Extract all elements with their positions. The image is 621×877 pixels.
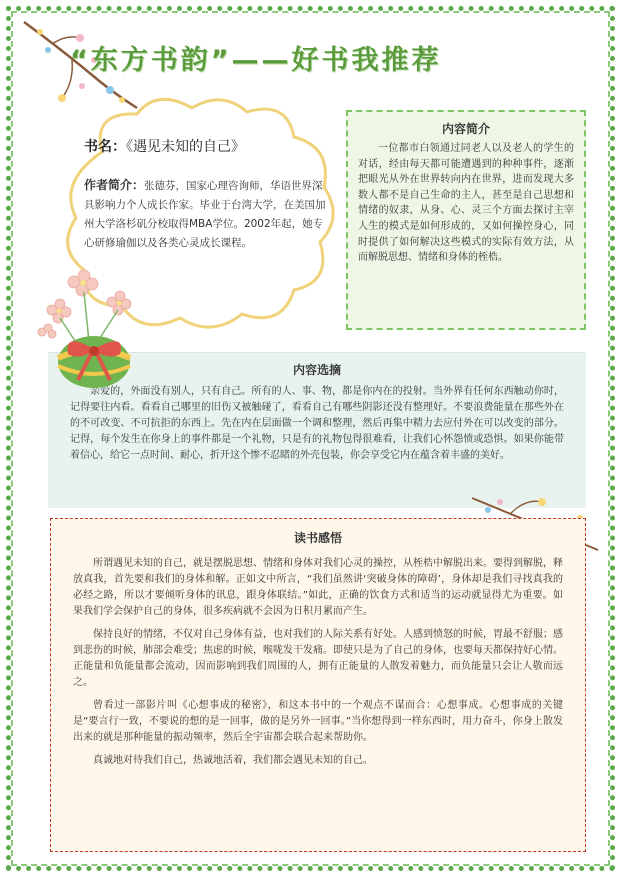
author-intro [84,176,330,253]
content-intro-box [346,110,586,330]
reading-review-box [50,518,586,852]
intro-text: 一位都市白领通过同老人以及老人的学生的对话，经由每天都可能遭遇到的种种事件，逐渐把眼光从外在世界转向内在世界，进而发现大多数人都不是自己生命的主人，甚至是自己思想和情绪的奴隶，从身、心、灵三个方面去探讨主宰人生的模式是如何形成的，又如何操控身心，同时提供了如何解决这些模式的实际有效方法，从而解脱思想、情绪和身体的桎梏。 [358,143,574,264]
review-heading: 读书感悟 [293,531,342,545]
author-label: 作者简介： [84,178,145,192]
excerpt-heading: 内容选摘 [292,363,341,377]
review-paragraph: 保持良好的情绪，不仅对自己身体有益，也对我们的人际关系有好处。人感到愤怒的时候，胃最不舒服；感到悲伤的时候，肺部会难受；焦虑的时候，喉咙发干发痛。即使只是为了自己的身体，也要每天都保持好心情。正能量和负能量都会流动，因而影响到我们周围的人，拥有正能量的人散发着魅力，而负能量只会让人敬而远之。 [73,629,563,688]
book-name [84,136,245,156]
review-paragraph: 真诚地对待我们自己，热诚地活着，我们都会遇见未知的自己。 [93,755,373,766]
excerpt-text: 亲爱的，外面没有别人，只有自己。所有的人、事、物，都是你内在的投射。当外界有任何东西触动你时，记得要往内看。看看自己哪里的旧伤又被触碰了，看看自己有哪些阴影还没有整理好。不要浪费能量在那些外在的不可改变、不可抗拒的东西上。先在内在层面做一个调和整理，然后再集中精力去应付外在可以改变的部分。记得，每个发生在你身上的事件都是一个礼物，只是有的礼物包得很难看，让我们心怀怨愤或恐惧。如果你能带着信心，给它一点时间、耐心，折开这个惨不忍睹的外壳包装，你会享受它内在蕴含着丰盛的美好。 [70,386,564,461]
book-name-value: 《遇见未知的自己》 [126,139,245,155]
book-name-label: 书名： [84,139,126,155]
page-title: “东方书韵”——好书我推荐 [70,45,442,76]
author-text: 张德芬，国家心理咨询师，华语世界深具影响力个人成长作家。毕业于台湾大学，在美国加州大学洛杉矶分校取得MBA学位。2002年起，她专心研修瑜伽以及各类心灵成长课程。 [84,180,326,249]
review-paragraph: 所谓遇见未知的自己，就是摆脱思想、情绪和身体对我们心灵的操控，从桎梏中解脱出来。要得到解脱，释放真我，首先要和我们的身体和解。正如文中所言，“我们虽然讲‘突破身体的障碍’，身体却是我们寻找真我的必经之路，所以才要倾听身体的讯息，跟身体联结。”如此，正确的饮食方式和适当的运动就显得尤为重要。如果我们学会保护自己的身体，很多疾病就不会因为日积月累而产生。 [73,558,563,617]
intro-heading: 内容简介 [441,122,490,136]
review-paragraph: 曾看过一部影片叫《心想事成的秘密》，和这本书中的一个观点不谋而合：心想事成。心想事成的关键是“要言行一致，不要说的想的是一回事，做的是另外一回事。”当你想得到一样东西时，用力奋斗，你身上散发出来的就是那种能量的振动频率，然后全宇宙都会联合起来帮助你。 [73,700,563,743]
flowers-gift-icon [34,262,154,392]
